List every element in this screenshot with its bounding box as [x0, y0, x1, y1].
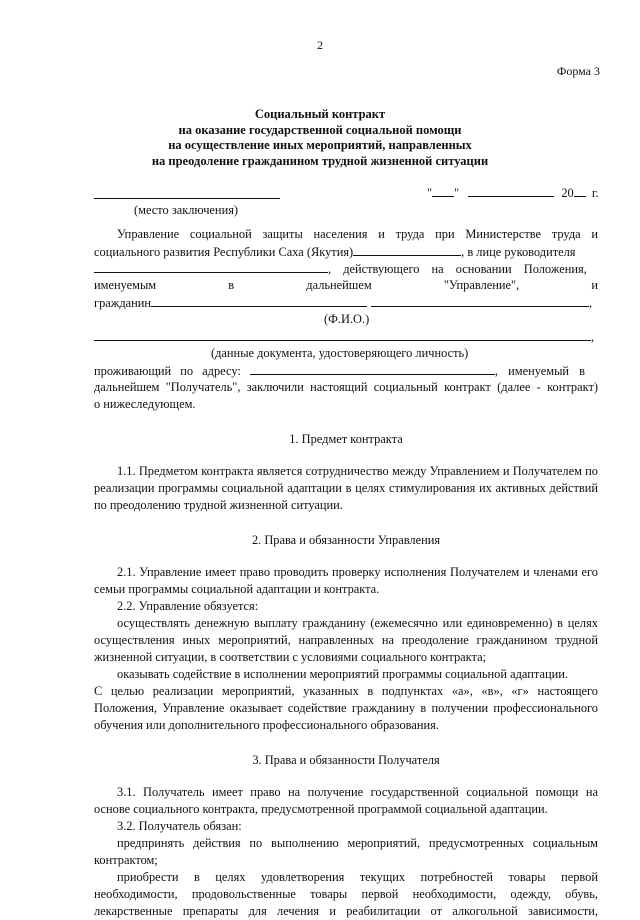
- document-title: [0, 107, 640, 169]
- parties-word: и: [591, 278, 598, 292]
- clause-2-2-item-1: осуществлять денежную выплату гражданину (ежемесячно или единовременно) в целях осуществления иных мероприятий, направленных на преодоление гражданином трудной жизненной ситуации, в соответствии с условиями социального контракта;: [94, 616, 598, 664]
- citizen-blank-1: [151, 294, 367, 307]
- doc-caption: (данные документа, удостоверяющего личность): [211, 346, 469, 360]
- page-number: 2: [317, 38, 323, 52]
- title-line-4: на преодоление гражданином трудной жизненной ситуации: [151, 153, 489, 168]
- parties-text: социального развития Республики Саха (Якутия): [94, 245, 354, 259]
- parties-line-10: о нижеследующем.: [94, 397, 196, 411]
- document-blank: [94, 328, 591, 341]
- parties-line-4: [94, 277, 598, 294]
- day-blank: [432, 184, 454, 197]
- date-quote-close: ": [454, 186, 460, 200]
- place-caption: (место заключения): [134, 203, 239, 217]
- clause-3-2-item-2: приобрести в целях удовлетворения текущих потребностей товары первой необходимости, продовольственные товары первой необходимости, одежду, обувь, лекарственные препараты для лечения и реабилитации от алкогольной зависимости,: [94, 870, 598, 918]
- form-label: Форма 3: [556, 64, 600, 78]
- parties-line-6: [94, 328, 598, 345]
- parties-text: , именуемый в: [494, 364, 585, 378]
- clause-2-2-item-2: оказывать содействие в исполнении мероприятий программы социальной адаптации.: [117, 667, 568, 681]
- doc-caption-line: [94, 345, 598, 362]
- parties-line-2: [94, 243, 598, 260]
- date-field: [427, 184, 599, 202]
- org-blank: [353, 243, 461, 256]
- citizen-blank-2: [371, 294, 589, 307]
- parties-text: , действующего на основании Положения,: [328, 262, 587, 276]
- parties-line-8: [94, 362, 598, 379]
- address-blank: [250, 362, 495, 375]
- parties-line-3: [94, 260, 598, 277]
- clause-1-1: 1.1. Предметом контракта является сотрудничество между Управлением и Получателем по реализации программы социальной адаптации в целях стимулирования их активных действий по преодолению трудной жизненной ситуации.: [94, 464, 598, 512]
- clause-2-note: С целью реализации мероприятий, указанных в подпунктах «а», «в», «г» настоящего Положения, Управление оказывает содействие гражданину в получении профессионального обучения или дополнительного профессионального образования.: [94, 684, 598, 732]
- parties-line-1: Управление социальной защиты населения и труда при Министерстве труда и: [117, 227, 598, 241]
- section-3-heading: 3. Права и обязанности Получателя: [252, 753, 440, 767]
- parties-text: гражданин: [94, 296, 152, 310]
- year-prefix: 20: [561, 186, 574, 200]
- parties-word: дальнейшем: [306, 278, 372, 292]
- section-1-heading: 1. Предмет контракта: [289, 432, 403, 446]
- head-name-blank: [94, 260, 328, 273]
- date-quote-open: ": [427, 186, 433, 200]
- parties-text: ,: [591, 330, 595, 344]
- title-line-3: на осуществление иных мероприятий, направленных: [168, 138, 472, 152]
- fio-caption-line: [94, 311, 598, 328]
- parties-paragraph: [94, 226, 598, 413]
- section-2-heading: 2. Права и обязанности Управления: [251, 533, 441, 547]
- clause-3-2-item-1: предпринять действия по выполнению мероприятий, предусмотренных социальным контрактом;: [94, 836, 598, 867]
- clause-2-2: 2.2. Управление обязуется:: [117, 599, 259, 613]
- parties-line-5: [94, 294, 598, 311]
- parties-text: ,: [589, 296, 593, 310]
- parties-word: в: [228, 278, 235, 292]
- month-blank: [468, 184, 554, 197]
- year-suffix: г.: [591, 186, 599, 200]
- parties-text: проживающий по адресу:: [94, 364, 241, 378]
- parties-word: именуемым: [94, 278, 157, 292]
- parties-text: , в лице руководителя: [461, 245, 576, 259]
- fio-caption: (Ф.И.О.): [324, 312, 370, 326]
- place-date-line: [94, 184, 598, 201]
- clause-3-1: 3.1. Получатель имеет право на получение государственной социальной помощи на основе социального контракта, предусмотренной программой социальной адаптации.: [94, 785, 598, 816]
- clause-2-1: 2.1. Управление имеет право проводить проверку исполнения Получателем и членами его семьи программы социальной адаптации и контракта.: [94, 565, 598, 596]
- document-body: [94, 184, 598, 920]
- parties-word: "Управление",: [443, 278, 520, 292]
- parties-line-9: дальнейшем "Получатель", заключили настоящий социальный контракт (далее - контракт): [94, 380, 598, 394]
- title-line-1: Социальный контракт: [254, 107, 386, 121]
- place-blank: [94, 186, 280, 199]
- clause-3-2: 3.2. Получатель обязан:: [117, 819, 242, 833]
- title-line-2: на оказание государственной социальной помощи: [178, 122, 462, 137]
- year-blank: [574, 184, 586, 197]
- place-caption-line: [94, 202, 598, 219]
